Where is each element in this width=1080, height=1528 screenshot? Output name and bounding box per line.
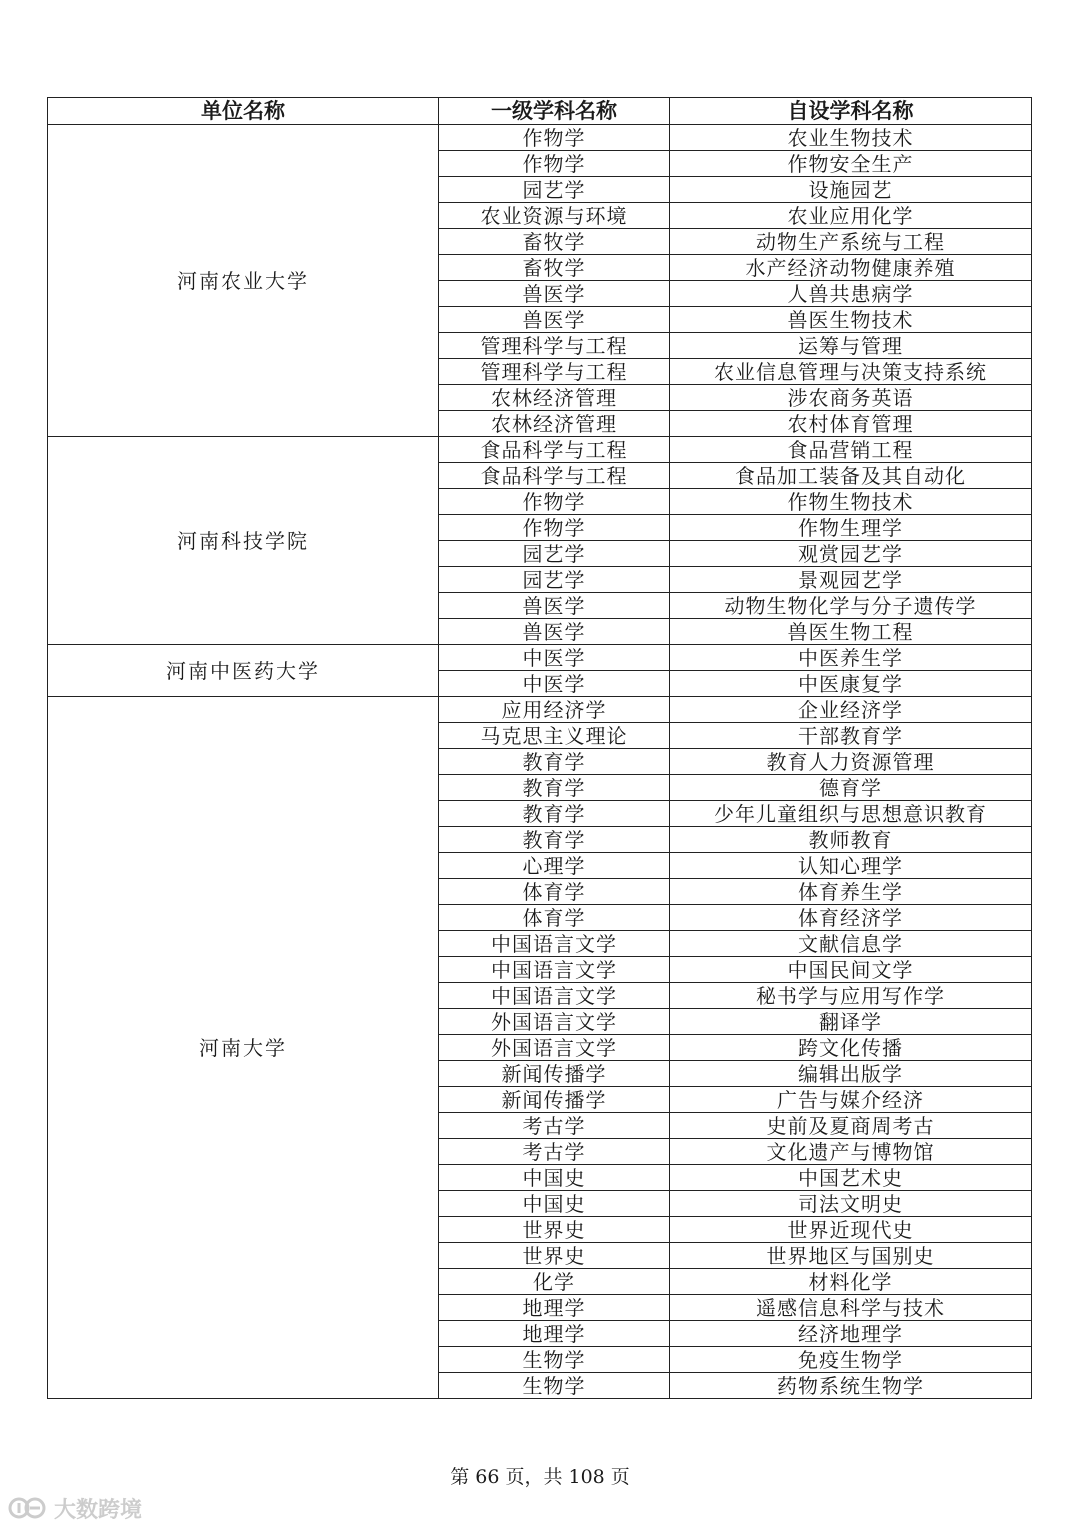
first-level-discipline-cell: 教育学 [439, 827, 670, 853]
first-level-discipline-cell: 考古学 [439, 1139, 670, 1165]
first-level-discipline-cell: 外国语言文学 [439, 1009, 670, 1035]
first-level-discipline-cell: 世界史 [439, 1217, 670, 1243]
self-set-discipline-cell: 体育经济学 [670, 905, 1032, 931]
unit-name-cell: 河南农业大学 [48, 125, 439, 437]
self-set-discipline-cell: 景观园艺学 [670, 567, 1032, 593]
unit-name-cell: 河南中医药大学 [48, 645, 439, 697]
first-level-discipline-cell: 外国语言文学 [439, 1035, 670, 1061]
self-set-discipline-cell: 广告与媒介经济 [670, 1087, 1032, 1113]
self-set-discipline-cell: 教师教育 [670, 827, 1032, 853]
self-set-discipline-cell: 文化遗产与博物馆 [670, 1139, 1032, 1165]
header-self-set-discipline: 自设学科名称 [670, 98, 1032, 125]
first-level-discipline-cell: 新闻传播学 [439, 1087, 670, 1113]
first-level-discipline-cell: 考古学 [439, 1113, 670, 1139]
self-set-discipline-cell: 动物生产系统与工程 [670, 229, 1032, 255]
first-level-discipline-cell: 教育学 [439, 801, 670, 827]
first-level-discipline-cell: 新闻传播学 [439, 1061, 670, 1087]
self-set-discipline-cell: 涉农商务英语 [670, 385, 1032, 411]
self-set-discipline-cell: 观赏园艺学 [670, 541, 1032, 567]
table-row [48, 125, 1032, 151]
self-set-discipline-cell: 兽医生物工程 [670, 619, 1032, 645]
first-level-discipline-cell: 园艺学 [439, 567, 670, 593]
first-level-discipline-cell: 园艺学 [439, 541, 670, 567]
first-level-discipline-cell: 畜牧学 [439, 255, 670, 281]
self-set-discipline-cell: 世界地区与国别史 [670, 1243, 1032, 1269]
header-unit-name: 单位名称 [48, 98, 439, 125]
self-set-discipline-cell: 司法文明史 [670, 1191, 1032, 1217]
self-set-discipline-cell: 农业应用化学 [670, 203, 1032, 229]
first-level-discipline-cell: 中国语言文学 [439, 983, 670, 1009]
self-set-discipline-cell: 遥感信息科学与技术 [670, 1295, 1032, 1321]
first-level-discipline-cell: 生物学 [439, 1373, 670, 1399]
table-row [48, 645, 1032, 671]
self-set-discipline-cell: 农业信息管理与决策支持系统 [670, 359, 1032, 385]
first-level-discipline-cell: 中医学 [439, 671, 670, 697]
self-set-discipline-cell: 翻译学 [670, 1009, 1032, 1035]
unit-name-cell: 河南大学 [48, 697, 439, 1399]
first-level-discipline-cell: 地理学 [439, 1321, 670, 1347]
self-set-discipline-cell: 少年儿童组织与思想意识教育 [670, 801, 1032, 827]
self-set-discipline-cell: 人兽共患病学 [670, 281, 1032, 307]
first-level-discipline-cell: 兽医学 [439, 619, 670, 645]
first-level-discipline-cell: 兽医学 [439, 307, 670, 333]
self-set-discipline-cell: 水产经济动物健康养殖 [670, 255, 1032, 281]
self-set-discipline-cell: 兽医生物技术 [670, 307, 1032, 333]
first-level-discipline-cell: 中国语言文学 [439, 931, 670, 957]
first-level-discipline-cell: 农林经济管理 [439, 385, 670, 411]
first-level-discipline-cell: 体育学 [439, 879, 670, 905]
first-level-discipline-cell: 化学 [439, 1269, 670, 1295]
first-level-discipline-cell: 心理学 [439, 853, 670, 879]
first-level-discipline-cell: 园艺学 [439, 177, 670, 203]
self-set-discipline-cell: 运筹与管理 [670, 333, 1032, 359]
watermark-text: 大数跨境 [54, 1497, 143, 1523]
self-set-discipline-cell: 编辑出版学 [670, 1061, 1032, 1087]
first-level-discipline-cell: 作物学 [439, 489, 670, 515]
page-number: 第 66 页，共 108 页 [450, 1466, 630, 1488]
self-set-discipline-cell: 食品营销工程 [670, 437, 1032, 463]
first-level-discipline-cell: 中医学 [439, 645, 670, 671]
self-set-discipline-cell: 作物生理学 [670, 515, 1032, 541]
ie-logo-icon [8, 1494, 48, 1522]
first-level-discipline-cell: 体育学 [439, 905, 670, 931]
self-set-discipline-cell: 世界近现代史 [670, 1217, 1032, 1243]
first-level-discipline-cell: 作物学 [439, 515, 670, 541]
unit-name-cell: 河南科技学院 [48, 437, 439, 645]
self-set-discipline-cell: 设施园艺 [670, 177, 1032, 203]
self-set-discipline-cell: 史前及夏商周考古 [670, 1113, 1032, 1139]
self-set-discipline-cell: 跨文化传播 [670, 1035, 1032, 1061]
self-set-discipline-cell: 中国艺术史 [670, 1165, 1032, 1191]
first-level-discipline-cell: 中国语言文学 [439, 957, 670, 983]
self-set-discipline-cell: 作物生物技术 [670, 489, 1032, 515]
self-set-discipline-cell: 中国民间文学 [670, 957, 1032, 983]
first-level-discipline-cell: 农林经济管理 [439, 411, 670, 437]
first-level-discipline-cell: 兽医学 [439, 593, 670, 619]
first-level-discipline-cell: 地理学 [439, 1295, 670, 1321]
first-level-discipline-cell: 兽医学 [439, 281, 670, 307]
self-set-discipline-cell: 秘书学与应用写作学 [670, 983, 1032, 1009]
first-level-discipline-cell: 世界史 [439, 1243, 670, 1269]
first-level-discipline-cell: 食品科学与工程 [439, 463, 670, 489]
subject-table [47, 97, 1032, 1399]
first-level-discipline-cell: 作物学 [439, 151, 670, 177]
first-level-discipline-cell: 畜牧学 [439, 229, 670, 255]
self-set-discipline-cell: 农村体育管理 [670, 411, 1032, 437]
table-body [48, 125, 1032, 1399]
self-set-discipline-cell: 干部教育学 [670, 723, 1032, 749]
self-set-discipline-cell: 作物安全生产 [670, 151, 1032, 177]
self-set-discipline-cell: 德育学 [670, 775, 1032, 801]
self-set-discipline-cell: 认知心理学 [670, 853, 1032, 879]
self-set-discipline-cell: 材料化学 [670, 1269, 1032, 1295]
self-set-discipline-cell: 药物系统生物学 [670, 1373, 1032, 1399]
first-level-discipline-cell: 应用经济学 [439, 697, 670, 723]
self-set-discipline-cell: 中医康复学 [670, 671, 1032, 697]
first-level-discipline-cell: 教育学 [439, 749, 670, 775]
table-row [48, 437, 1032, 463]
self-set-discipline-cell: 文献信息学 [670, 931, 1032, 957]
table-row [48, 697, 1032, 723]
self-set-discipline-cell: 经济地理学 [670, 1321, 1032, 1347]
header-first-level-discipline: 一级学科名称 [439, 98, 670, 125]
first-level-discipline-cell: 生物学 [439, 1347, 670, 1373]
first-level-discipline-cell: 食品科学与工程 [439, 437, 670, 463]
first-level-discipline-cell: 中国史 [439, 1165, 670, 1191]
first-level-discipline-cell: 中国史 [439, 1191, 670, 1217]
self-set-discipline-cell: 农业生物技术 [670, 125, 1032, 151]
first-level-discipline-cell: 教育学 [439, 775, 670, 801]
watermark [8, 1493, 142, 1523]
self-set-discipline-cell: 食品加工装备及其自动化 [670, 463, 1032, 489]
self-set-discipline-cell: 中医养生学 [670, 645, 1032, 671]
self-set-discipline-cell: 教育人力资源管理 [670, 749, 1032, 775]
table-header-row [48, 98, 1032, 125]
first-level-discipline-cell: 马克思主义理论 [439, 723, 670, 749]
first-level-discipline-cell: 作物学 [439, 125, 670, 151]
self-set-discipline-cell: 动物生物化学与分子遗传学 [670, 593, 1032, 619]
self-set-discipline-cell: 体育养生学 [670, 879, 1032, 905]
first-level-discipline-cell: 管理科学与工程 [439, 359, 670, 385]
self-set-discipline-cell: 免疫生物学 [670, 1347, 1032, 1373]
first-level-discipline-cell: 管理科学与工程 [439, 333, 670, 359]
self-set-discipline-cell: 企业经济学 [670, 697, 1032, 723]
first-level-discipline-cell: 农业资源与环境 [439, 203, 670, 229]
